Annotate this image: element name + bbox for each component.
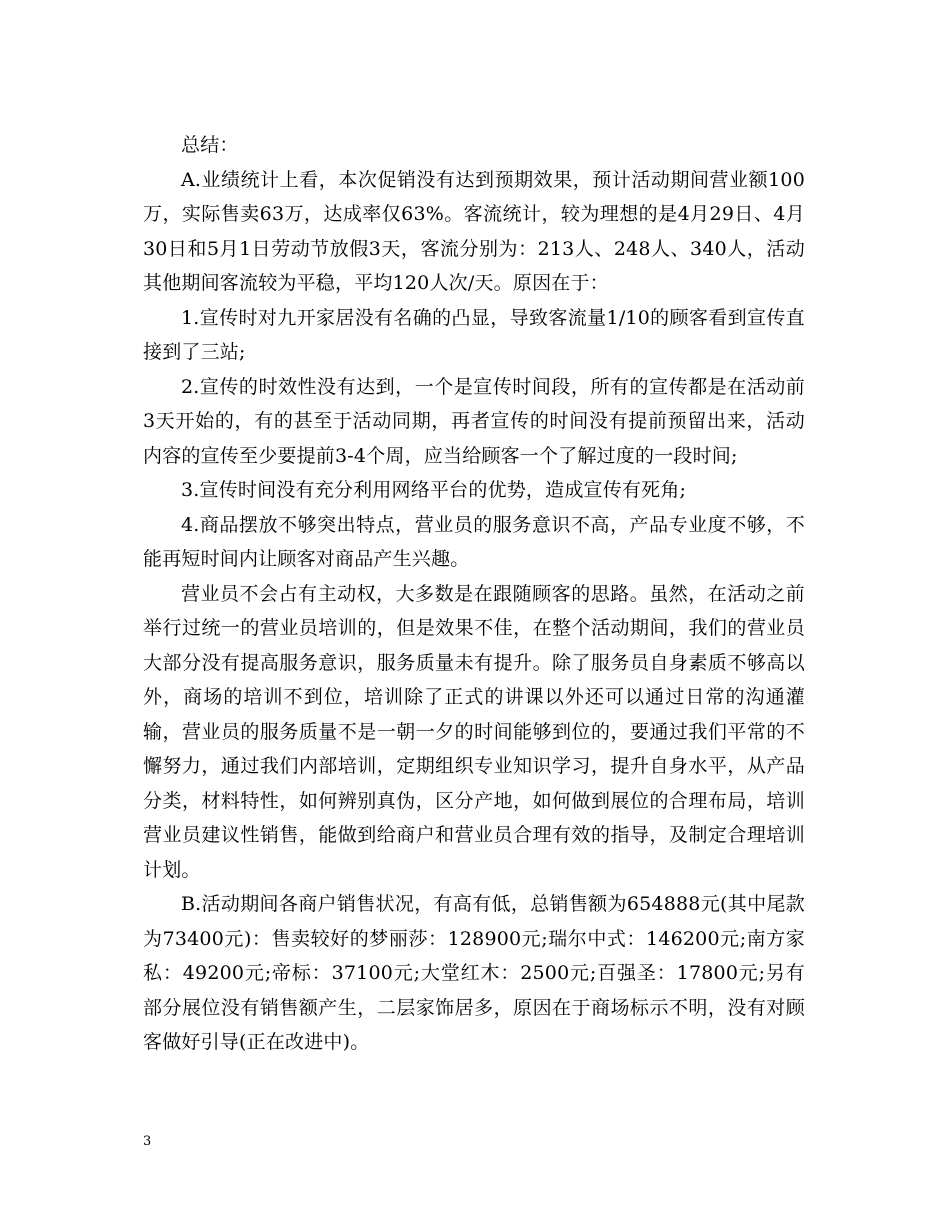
paragraph-merchant-sales: B.活动期间各商户销售状况，有高有低，总销售额为654888元(其中尾款为73400元)：售卖较好的梦丽莎：128900元;瑞尔中式：146200元;南方家私：49200元;帝标：37100元;大堂红木：2500元;百强圣：17800元;另有部分展位没有销售额产生，二层家饰居多，原因在于商场标示不明，没有对顾客做好引导(正在改进中)。 (143, 893, 805, 1053)
paragraph-staff-training: 营业员不会占有主动权，大多数是在跟随顾客的思路。虽然，在活动之前举行过统一的营业员培训的，但是效果不佳，在整个活动期间，我们的营业员大部分没有提高服务意识，服务质量未有提升。除了服务员自身素质不够高以外，商场的培训不到位，培训除了正式的讲课以外还可以通过日常的沟通灌输，营业员的服务质量不是一朝一夕的时间能够到位的，要通过我们平常的不懈努力，通过我们内部培训，定期组织专业知识学习，提升自身水平，从产品分类，材料特性，如何辨别真伪，区分产地，如何做到展位的合理布局，培训营业员建议性销售，能做到给商户和营业员合理有效的指导，及制定合理培训计划。 (143, 582, 805, 881)
document-body (143, 128, 805, 1060)
page-number: 3 (143, 1134, 152, 1149)
paragraph-reason-1: 1.宣传时对九开家居没有名确的凸显，导致客流量1/10的顾客看到宣传直接到了三站; (143, 306, 805, 363)
summary-heading: 总结： (181, 134, 239, 156)
paragraph-reason-4: 4.商品摆放不够突出特点，营业员的服务意识不高，产品专业度不够，不能再短时间内让顾客对商品产生兴趣。 (143, 513, 805, 570)
paragraph-reason-2: 2.宣传的时效性没有达到，一个是宣传时间段，所有的宣传都是在活动前3天开始的，有的甚至于活动同期，再者宣传的时间没有提前预留出来，活动内容的宣传至少要提前3-4个周，应当给顾客一个了解过度的一段时间; (143, 375, 805, 467)
paragraph-performance-statistics: A.业绩统计上看，本次促销没有达到预期效果，预计活动期间营业额100万，实际售卖63万，达成率仅63%。客流统计，较为理想的是4月29日、4月30日和5月1日劳动节放假3天，客流分别为：213人、248人、340人，活动其他期间客流较为平稳，平均120人次/天。原因在于： (143, 168, 805, 294)
paragraph-reason-3: 3.宣传时间没有充分利用网络平台的优势，造成宣传有死角; (181, 479, 687, 501)
